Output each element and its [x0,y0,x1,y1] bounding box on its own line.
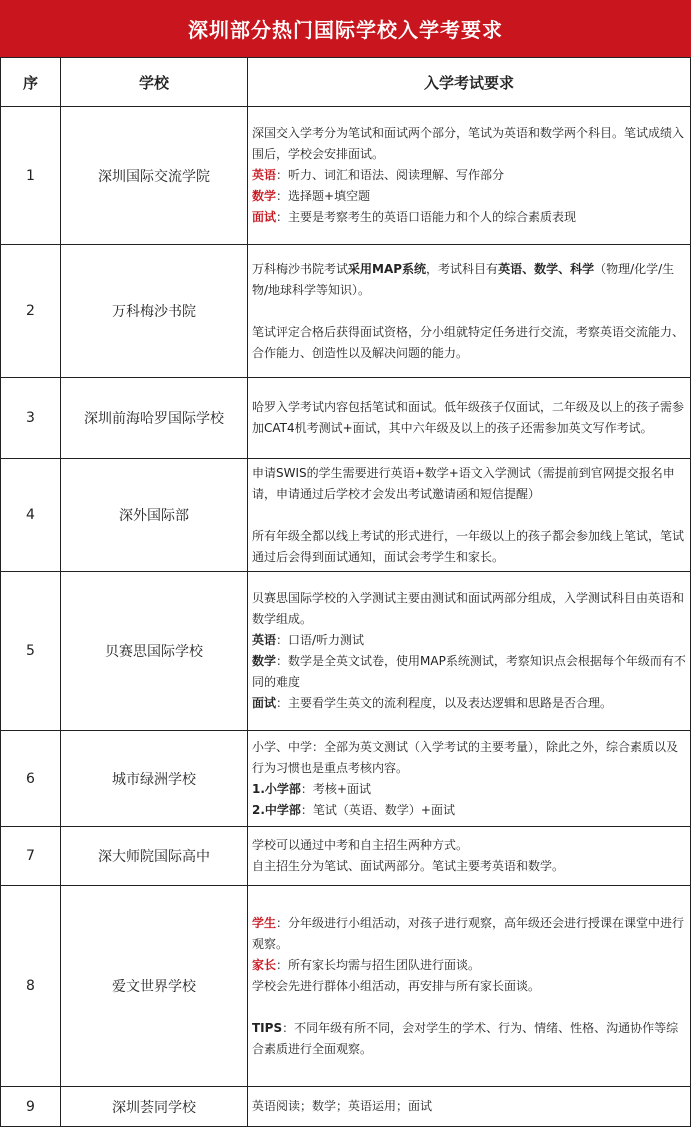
req-text: 申请SWIS的学生需要进行英语+数学+语文入学测试（需提前到官网提交报名申请，申请通过后学校才会发出考试邀请函和短信提醒） [252,465,675,501]
req-text: ：不同年级有所不同，会对学生的学术、行为、情绪、性格、沟通协作等综合素质进行全面观察。 [252,1020,679,1056]
req-text: ：分年级进行小组活动，对孩子进行观察，高年级还会进行授课在课堂中进行观察。 [252,915,685,951]
req-text: ：主要是考察考生的英语口语能力和个人的综合素质表现 [276,210,577,224]
req-line [252,955,687,976]
school-name: 深大师院国际高中 [61,827,248,886]
req-text: 小学、中学：全部为英文测试（入学考试的主要考量），除此之外，综合素质以及行为习惯也是重点考核内容。 [252,739,679,775]
row-num: 7 [1,827,61,886]
table-row [1,107,691,245]
req-text: ：所有家长均需与招生团队进行面谈。 [276,957,481,972]
table-row [1,827,691,886]
req-label: 英语 [252,168,277,182]
req-text: ：口语/听力测试 [276,633,365,647]
header-req: 入学考试要求 [248,58,691,107]
row-num: 9 [1,1087,61,1127]
row-num: 2 [1,245,61,378]
req-emphasis: 采用MAP系统 [348,261,427,276]
school-name: 深圳国际交流学院 [61,107,248,245]
req-text: ：数学是全英文试卷，使用MAP系统测试，考察知识点会根据每个年级而有不同的难度 [252,654,686,689]
req-line [252,630,687,651]
page-title: 深圳部分热门国际学校入学考要求 [188,18,503,42]
req-label: 面试 [252,696,277,710]
header-num: 序 [1,58,61,107]
req-emphasis: 英语、数学、科学 [498,261,595,276]
req-line [252,1018,687,1060]
table-row [1,1087,691,1127]
title-bar [0,0,691,57]
school-name: 城市绿洲学校 [61,731,248,827]
req-line [252,651,687,693]
req-text: 深国交入学考分为笔试和面试两个部分，笔试为英语和数学两个科目。笔试成绩入围后，学校会安排面试。 [252,126,685,161]
requirements-cell [248,459,691,572]
req-text: 万科梅沙书院考试 [252,261,349,276]
req-label: TIPS [252,1020,283,1035]
req-label: 1.小学部 [252,781,301,796]
school-name: 贝赛思国际学校 [61,572,248,731]
req-text: 贝赛思国际学校的入学测试主要由测试和面试两部分组成，入学测试科目由英语和数学组成。 [252,591,685,626]
req-text: ，考试科目有 [426,261,499,276]
row-num: 5 [1,572,61,731]
req-line [252,259,687,301]
req-line [252,913,687,955]
row-num: 1 [1,107,61,245]
req-line [252,779,687,800]
requirements-cell [248,731,691,827]
req-text: ：笔试（英语、数学）+面试 [300,802,455,817]
req-line [252,693,687,714]
req-line [252,207,687,228]
table-row [1,886,691,1087]
table-row [1,572,691,731]
header-school: 学校 [61,58,248,107]
req-text: 自主招生分为笔试、面试两部分。笔试主要考英语和数学。 [252,859,565,873]
req-label: 面试 [252,210,277,224]
req-text: （物理/化学/生物/地球科学等知识）。 [252,261,675,297]
requirements-cell [248,378,691,459]
header-row [1,58,691,107]
req-line [252,186,687,207]
req-line [252,800,687,821]
requirements-cell [248,1087,691,1127]
row-num: 8 [1,886,61,1087]
req-text: ：考核+面试 [300,781,371,796]
school-name: 万科梅沙书院 [61,245,248,378]
row-num: 4 [1,459,61,572]
req-text: ：主要看学生英文的流利程度，以及表达逻辑和思路是否合理。 [276,696,613,710]
school-name: 深外国际部 [61,459,248,572]
school-name: 深圳荟同学校 [61,1087,248,1127]
req-label: 2.中学部 [252,802,301,817]
req-label: 数学 [252,189,277,203]
req-label: 家长 [252,957,277,972]
req-text: 哈罗入学考试内容包括笔试和面试。低年级孩子仅面试，二年级及以上的孩子需参加CAT4机考测试+面试，其中六年级及以上的孩子还需参加英文写作考试。 [252,400,685,435]
table-row [1,459,691,572]
req-label: 英语 [252,633,277,647]
req-text: 学校可以通过中考和自主招生两种方式。 [252,838,469,852]
school-name: 爱文世界学校 [61,886,248,1087]
school-name: 深圳前海哈罗国际学校 [61,378,248,459]
req-text: ：选择题+填空题 [276,189,371,203]
req-text: 笔试评定合格后获得面试资格，分小组就特定任务进行交流，考察英语交流能力、合作能力、创造性以及解决问题的能力。 [252,324,685,360]
req-text: 学校会先进行群体小组活动，再安排与所有家长面谈。 [252,978,541,993]
req-text: ：听力、词汇和语法、阅读理解、写作部分 [276,168,505,182]
table-row [1,378,691,459]
requirements-cell [248,886,691,1087]
req-line [252,165,687,186]
req-label: 学生 [252,915,277,930]
requirements-cell [248,572,691,731]
requirements-cell [248,107,691,245]
requirements-cell [248,827,691,886]
row-num: 6 [1,731,61,827]
req-text: 所有年级全都以线上考试的形式进行，一年级以上的孩子都会参加线上笔试，笔试通过后会得到面试通知，面试会考学生和家长。 [252,528,685,564]
row-num: 3 [1,378,61,459]
table-row [1,245,691,378]
requirements-cell [248,245,691,378]
requirements-table [0,57,691,1127]
table-row [1,731,691,827]
req-label: 数学 [252,654,277,668]
req-text: 英语阅读；数学；英语运用；面试 [252,1099,433,1113]
